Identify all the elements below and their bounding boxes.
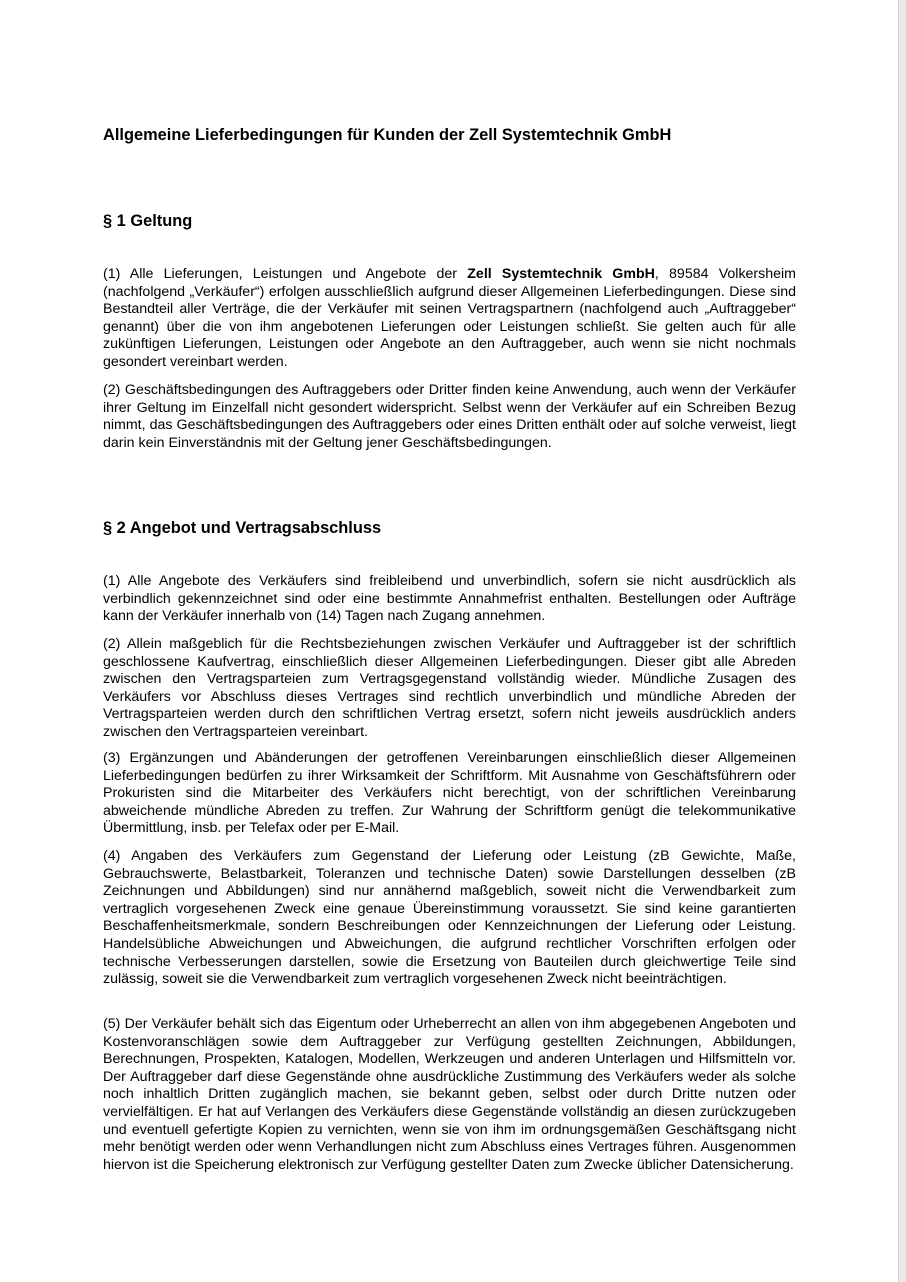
section-2-paragraph-5: (5) Der Verkäufer behält sich das Eigentum oder Urheberrecht an allen von ihm abgegebenen Angeboten und Kostenvoranschlägen sowie dem Auftraggeber zur Verfügung gestellten Zeichnungen, Abbildungen, Berechnungen, Prospekten, Katalogen, Modellen, Werkzeugen und anderen Unterlagen und Hilfsmitteln vor. Der Auftraggeber darf diese Gegenstände ohne ausdrückliche Zustimmung des Verkäufers weder als solche noch inhaltlich Dritten zugänglich machen, sie bekannt geben, selbst oder durch Dritte nutzen oder vervielfältigen. Er hat auf Verlangen des Verkäufers diese Gegenstände vollständig an diesen zurückzugeben und eventuell gefertigte Kopien zu vernichten, wenn sie von ihm im ordnungsgemäßen Geschäftsgang nicht mehr benötigt werden oder wenn Verhandlungen nicht zum Abschluss eines Vertrages führen. Ausgenommen hiervon ist die Speicherung elektronisch zur Verfügung gestellter Daten zum Zwecke üblicher Datensicherung. [103,1016,796,1173]
section-2-paragraph-3: (3) Ergänzungen und Abänderungen der getroffenen Vereinbarungen einschließlich dieser Allgemeinen Lieferbedingungen bedürfen zu ihrer Wirksamkeit der Schriftform. Mit Ausnahme von Geschäftsführern oder Prokuristen sind die Mitarbeiter des Verkäufers nicht berechtigt, von der schriftlichen Vereinbarung abweichende mündliche Abreden zu treffen. Zur Wahrung der Schriftform genügt die telekommunikative Übermittlung, insb. per Telefax oder per E-Mail. [103,750,796,837]
document-title: Allgemeine Lieferbedingungen für Kunden der Zell Systemtechnik GmbH [103,126,672,144]
company-name: Zell Systemtechnik GmbH [467,266,655,282]
paragraph-rest-text: , 89584 Volkersheim (nachfolgend „Verkäufer“) erfolgen ausschließlich aufgrund dieser Allgemeinen Lieferbedingungen. Diese sind Bestandteil aller Verträge, die der Verkäufer mit seinen Vertragspartnern (nachfolgend auch „Auftraggeber“ genannt) über die von ihm angebotenen Lieferungen oder Leistungen schließt. Sie gelten auch für alle zukünftigen Lieferungen, Leistungen oder Angebote an den Auftraggeber, auch wenn sie nicht nochmals gesondert vereinbart werden. [103,266,797,370]
section-1-paragraph-1 [103,266,796,372]
section-heading-2: § 2 Angebot und Vertragsabschluss [103,519,382,537]
section-1-paragraph-2: (2) Geschäftsbedingungen des Auftraggebers oder Dritter finden keine Anwendung, auch wenn der Verkäufer ihrer Geltung im Einzelfall nicht gesondert widerspricht. Selbst wenn der Verkäufer auf ein Schreiben Bezug nimmt, das Geschäftsbedingungen des Auftraggebers oder eines Dritten enthält oder auf solche verweist, liegt darin kein Einverständnis mit der Geltung jener Geschäftsbedingungen. [103,382,796,451]
section-2-paragraph-1: (1) Alle Angebote des Verkäufers sind freibleibend und unverbindlich, sofern sie nicht ausdrücklich als verbindlich gekennzeichnet sind oder eine bestimmte Annahmefrist enthalten. Bestellungen oder Aufträge kann der Verkäufer innerhalb von (14) Tagen nach Zugang annehmen. [103,573,796,625]
section-2-paragraph-4: (4) Angaben des Verkäufers zum Gegenstand der Lieferung oder Leistung (zB Gewichte, Maße, Gebrauchswerte, Belastbarkeit, Toleranzen und technische Daten) sowie Darstellungen desselben (zB Zeichnungen und Abbildungen) sind nur annähernd maßgeblich, soweit nicht die Verwendbarkeit zum vertraglich vorgesehenen Zweck eine genaue Übereinstimmung voraussetzt. Sie sind keine garantierten Beschaffenheitsmerkmale, sondern Beschreibungen oder Kennzeichnungen der Lieferung oder Leistung. Handelsübliche Abweichungen und Abweichungen, die aufgrund rechtlicher Vorschriften erfolgen oder technische Verbesserungen darstellen, sowie die Ersetzung von Bauteilen durch gleichwertige Teile sind zulässig, soweit sie die Verwendbarkeit zum vertraglich vorgesehenen Zweck nicht beeinträchtigen. [103,848,796,988]
paragraph-lead-text: (1) Alle Lieferungen, Leistungen und Angebote der [103,266,468,282]
section-2-paragraph-2: (2) Allein maßgeblich für die Rechtsbeziehungen zwischen Verkäufer und Auftraggeber ist der schriftlich geschlossene Kaufvertrag, einschließlich dieser Allgemeinen Lieferbedingungen. Dieser gibt alle Abreden zwischen den Vertragsparteien zum Vertragsgegenstand vollständig wieder. Mündliche Zusagen des Verkäufers vor Abschluss dieses Vertrages sind rechtlich unverbindlich und mündliche Abreden der Vertragsparteien werden durch den schriftlichen Vertrag ersetzt, sofern nicht jeweils ausdrücklich anders zwischen den Vertragsparteien vereinbart. [103,636,796,740]
page-edge-scrollbar [898,0,906,1282]
section-heading-1: § 1 Geltung [103,212,193,230]
